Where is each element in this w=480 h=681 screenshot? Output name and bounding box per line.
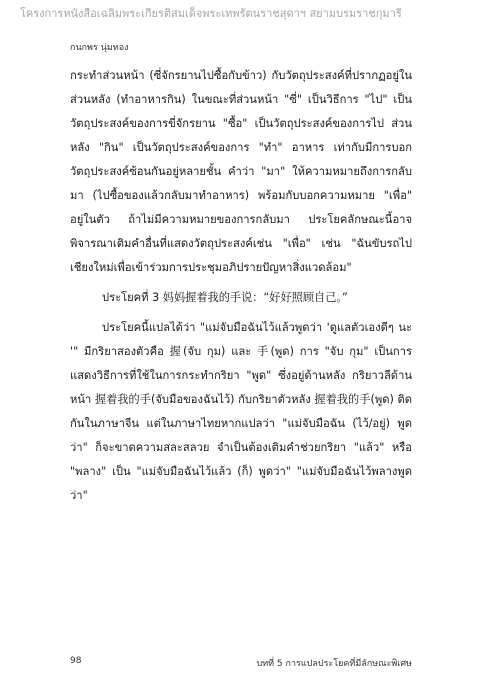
author-name: กนกพร นุ่มทอง (70, 43, 129, 53)
body-text (70, 64, 412, 508)
series-header: โครงการหนังสือเฉลิมพระเกียรติสมเด็จพระเทพรัตนราชสุดาฯ สยามบรมราชกุมารี (20, 7, 402, 20)
chapter-footer: บทที่ 5 การแปลประโยคที่มีลักษณะพิเศษ (256, 659, 412, 669)
paragraph: ประโยคนี้แปลได้ว่า "แม่จับมือฉันไว้แล้วพูดว่า 'ดูแลตัวเองดีๆ นะ '" มีกริยาสองตัวคือ 握(จับ กุม) และ 手(พูด) การ "จับ กุม" เป็นการแสดงวิธีการที่ใช้ในการกระทำกริยา "พูด" ซึ่งอยู่ด้านหลัง กริยาวลีด้านหน้า 握着我的手(จับมือของฉันไว้) กับกริยาตัวหลัง 握着我的手(พูด) ติดกันในภาษาจีน แต่ในภาษาไทยหากแปลว่า "แม่จับมือฉัน (ไว้/อยู่) พูดว่า" ก็จะขาดความสละสลวย จำเป็นต้องเติมคำช่วยกริยา "แล้ว" หรือ "พลาง" เป็น "แม่จับมือฉันไว้แล้ว (ก็) พูดว่า" "แม่จับมือฉันไว้พลางพูดว่า" (70, 321, 412, 502)
page-number: 98 (70, 656, 82, 666)
example-sentence: ประโยคที่ 3 妈妈握着我的手说：“好好照顾自己。” (102, 291, 348, 304)
paragraph: กระทำส่วนหน้า (ซี่จักรยานไปซื้อกับข้าว) กับวัตถุประสงค์ที่ปรากฏอยู่ในส่วนหลัง (ทำอาหารกิน) ในขณะที่ส่วนหน้า "ซี่" เป็นวิธีการ "ไป" เป็นวัตถุประสงค์ของการขี่จักรยาน "ซื้อ" เป็นวัตถุประสงค์ของการไป ส่วนหลัง "กิน" เป็นวัตถุประสงค์ของการ "ทำ" อาหาร เท่ากับมีการบอกวัตถุประสงค์ซ้อนกันอยู่หลายชั้น คำว่า "มา" ให้ความหมายถึงการกลับมา (ไปซื้อของแล้วกลับมาทำอาหาร) พร้อมกับบอกความหมาย "เพื่อ" อยู่ในตัว ถ้าไม่มีความหมายของการกลับมา ประโยคลักษณะนี้อาจพิจารณาเติมคำอื่นที่แสดงวัตถุประสงค์เช่น "เพื่อ" เช่น "ฉันขับรถไปเชียงใหม่เพื่อเข้าร่วมการประชุมอภิปรายปัญหาสิ่งแวดล้อม" (70, 69, 412, 274)
